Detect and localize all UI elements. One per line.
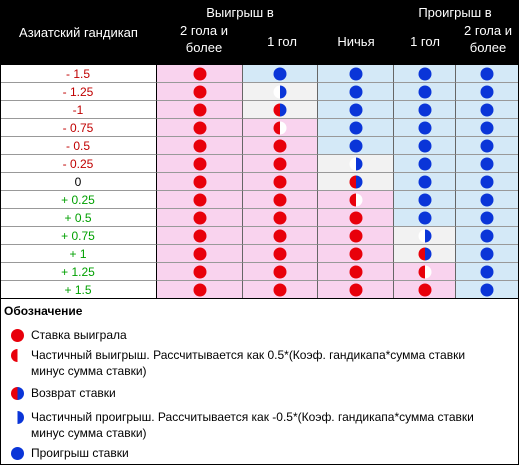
legend-text: Частичный выигрыш. Рассчитывается как 0.5*(Коэф. гандикапа*сумма ставки минус сумма ставки): [31, 348, 466, 378]
win-icon: [10, 328, 25, 343]
lose-icon: [417, 66, 432, 81]
win-icon: [273, 174, 288, 189]
win-icon: [192, 246, 207, 261]
outcome-cell: [318, 137, 394, 155]
outcome-cell: [243, 245, 318, 263]
outcome-cell: [394, 119, 456, 137]
win-icon: [417, 282, 432, 297]
outcome-cell: [243, 83, 318, 101]
lose-icon: [417, 192, 432, 207]
outcome-cell: [456, 263, 519, 281]
handicap-label: -1: [0, 101, 157, 119]
win-icon: [273, 228, 288, 243]
lose-icon: [480, 84, 495, 99]
outcome-cell: [318, 83, 394, 101]
header-lose-2plus: 2 гола и более: [464, 23, 512, 55]
table-row: [0, 119, 519, 137]
win-icon: [192, 138, 207, 153]
header-win-2plus: 2 гола и более: [180, 23, 228, 55]
table-row: [0, 83, 519, 101]
header-handicap: Азиатский гандикап: [19, 25, 138, 40]
outcome-cell: [456, 137, 519, 155]
win-icon: [192, 102, 207, 117]
handicap-grid: [0, 65, 519, 298]
table-row: [0, 191, 519, 209]
lose-icon: [348, 102, 363, 117]
header-group-lose: Проигрыш в: [418, 5, 492, 20]
outcome-cell: [456, 209, 519, 227]
outcome-cell: [394, 191, 456, 209]
outcome-cell: [157, 155, 243, 173]
table-row: [0, 245, 519, 263]
header-group-win: Выигрыш в: [206, 5, 274, 20]
lose-icon: [480, 138, 495, 153]
lose-icon: [348, 66, 363, 81]
outcome-cell: [157, 119, 243, 137]
lose-icon: [480, 174, 495, 189]
outcome-cell: [243, 281, 318, 299]
outcome-cell: [318, 263, 394, 281]
lose-icon: [417, 102, 432, 117]
half-lose-icon: [273, 84, 288, 99]
half-lose-icon: [417, 228, 432, 243]
refund-icon: [348, 174, 363, 189]
outcome-cell: [318, 281, 394, 299]
outcome-cell: [157, 101, 243, 119]
outcome-cell: [318, 245, 394, 263]
legend-text: Возврат ставки: [31, 386, 116, 400]
handicap-label: + 0.25: [0, 191, 157, 209]
header-draw: Ничья: [337, 34, 375, 49]
lose-icon: [480, 264, 495, 279]
win-icon: [348, 210, 363, 225]
outcome-cell: [456, 155, 519, 173]
handicap-label: - 1.5: [0, 65, 157, 83]
table-row: [0, 209, 519, 227]
outcome-cell: [456, 191, 519, 209]
outcome-cell: [318, 65, 394, 83]
handicap-label: + 1.5: [0, 281, 157, 299]
outcome-cell: [243, 155, 318, 173]
win-icon: [273, 264, 288, 279]
lose-icon: [480, 156, 495, 171]
outcome-cell: [456, 119, 519, 137]
outcome-cell: [157, 137, 243, 155]
legend-text: Ставка выиграла: [31, 328, 127, 342]
table-row: [0, 227, 519, 245]
half-win-icon: [348, 192, 363, 207]
outcome-cell: [394, 65, 456, 83]
outcome-cell: [394, 155, 456, 173]
outcome-cell: [456, 65, 519, 83]
outcome-cell: [456, 83, 519, 101]
win-icon: [192, 66, 207, 81]
lose-icon: [417, 156, 432, 171]
outcome-cell: [243, 65, 318, 83]
header-lose-1: 1 гол: [410, 34, 440, 49]
win-icon: [192, 210, 207, 225]
half-win-icon: [10, 348, 25, 363]
half-lose-icon: [10, 410, 25, 425]
outcome-cell: [157, 209, 243, 227]
table-row: [0, 101, 519, 119]
handicap-label: - 0.75: [0, 119, 157, 137]
outcome-cell: [394, 83, 456, 101]
table-header: [0, 0, 519, 65]
win-icon: [273, 192, 288, 207]
win-icon: [192, 282, 207, 297]
outcome-cell: [318, 155, 394, 173]
lose-icon: [480, 210, 495, 225]
outcome-cell: [157, 281, 243, 299]
win-icon: [348, 282, 363, 297]
outcome-cell: [157, 173, 243, 191]
table-row: [0, 155, 519, 173]
win-icon: [273, 246, 288, 261]
outcome-cell: [157, 191, 243, 209]
win-icon: [192, 120, 207, 135]
lose-icon: [348, 138, 363, 153]
legend-text: Частичный проигрыш. Рассчитывается как -0.5*(Коэф. гандикапа*сумма ставки минус сумма ставки): [31, 410, 474, 440]
half-lose-icon: [348, 156, 363, 171]
lose-icon: [480, 282, 495, 297]
outcome-cell: [243, 173, 318, 191]
table-row: [0, 173, 519, 191]
win-icon: [348, 264, 363, 279]
win-icon: [348, 246, 363, 261]
handicap-label: - 0.5: [0, 137, 157, 155]
outcome-cell: [157, 227, 243, 245]
refund-icon: [417, 246, 432, 261]
legend-text: Проигрыш ставки: [31, 446, 129, 460]
outcome-cell: [394, 281, 456, 299]
win-icon: [273, 282, 288, 297]
lose-icon: [417, 138, 432, 153]
outcome-cell: [318, 173, 394, 191]
lose-icon: [480, 120, 495, 135]
outcome-cell: [394, 263, 456, 281]
refund-icon: [10, 386, 25, 401]
lose-icon: [417, 174, 432, 189]
win-icon: [273, 138, 288, 153]
outcome-cell: [157, 65, 243, 83]
lose-icon: [417, 210, 432, 225]
lose-icon: [417, 84, 432, 99]
outcome-cell: [456, 245, 519, 263]
outcome-cell: [243, 227, 318, 245]
outcome-cell: [243, 119, 318, 137]
lose-icon: [480, 102, 495, 117]
lose-icon: [273, 66, 288, 81]
outcome-cell: [394, 227, 456, 245]
lose-icon: [10, 446, 25, 461]
outcome-cell: [394, 173, 456, 191]
lose-icon: [480, 228, 495, 243]
outcome-cell: [394, 137, 456, 155]
win-icon: [192, 192, 207, 207]
lose-icon: [348, 84, 363, 99]
outcome-cell: [394, 245, 456, 263]
win-icon: [273, 156, 288, 171]
handicap-label: + 1.25: [0, 263, 157, 281]
outcome-cell: [157, 245, 243, 263]
outcome-cell: [243, 191, 318, 209]
handicap-label: - 1.25: [0, 83, 157, 101]
table-row: [0, 65, 519, 83]
outcome-cell: [243, 101, 318, 119]
outcome-cell: [318, 191, 394, 209]
win-icon: [192, 264, 207, 279]
win-icon: [348, 228, 363, 243]
outcome-cell: [456, 173, 519, 191]
outcome-cell: [318, 101, 394, 119]
half-win-icon: [273, 120, 288, 135]
lose-icon: [417, 120, 432, 135]
handicap-label: + 0.5: [0, 209, 157, 227]
handicap-label: 0: [0, 173, 157, 191]
win-icon: [192, 156, 207, 171]
table-row: [0, 137, 519, 155]
win-icon: [192, 228, 207, 243]
outcome-cell: [157, 263, 243, 281]
header-win-1: 1 гол: [267, 34, 297, 49]
lose-icon: [348, 120, 363, 135]
outcome-cell: [394, 101, 456, 119]
outcome-cell: [394, 209, 456, 227]
outcome-cell: [456, 281, 519, 299]
outcome-cell: [318, 119, 394, 137]
legend: [0, 298, 519, 465]
handicap-label: - 0.25: [0, 155, 157, 173]
table-row: [0, 281, 519, 299]
outcome-cell: [456, 227, 519, 245]
win-icon: [273, 210, 288, 225]
lose-icon: [480, 246, 495, 261]
handicap-label: + 0.75: [0, 227, 157, 245]
outcome-cell: [318, 227, 394, 245]
lose-icon: [480, 192, 495, 207]
outcome-cell: [318, 209, 394, 227]
half-win-icon: [417, 264, 432, 279]
outcome-cell: [243, 263, 318, 281]
win-icon: [192, 84, 207, 99]
legend-title: Обозначение: [4, 304, 83, 318]
refund-icon: [273, 102, 288, 117]
handicap-label: + 1: [0, 245, 157, 263]
table-row: [0, 263, 519, 281]
outcome-cell: [157, 83, 243, 101]
outcome-cell: [456, 101, 519, 119]
outcome-cell: [243, 137, 318, 155]
win-icon: [192, 174, 207, 189]
outcome-cell: [243, 209, 318, 227]
lose-icon: [480, 66, 495, 81]
